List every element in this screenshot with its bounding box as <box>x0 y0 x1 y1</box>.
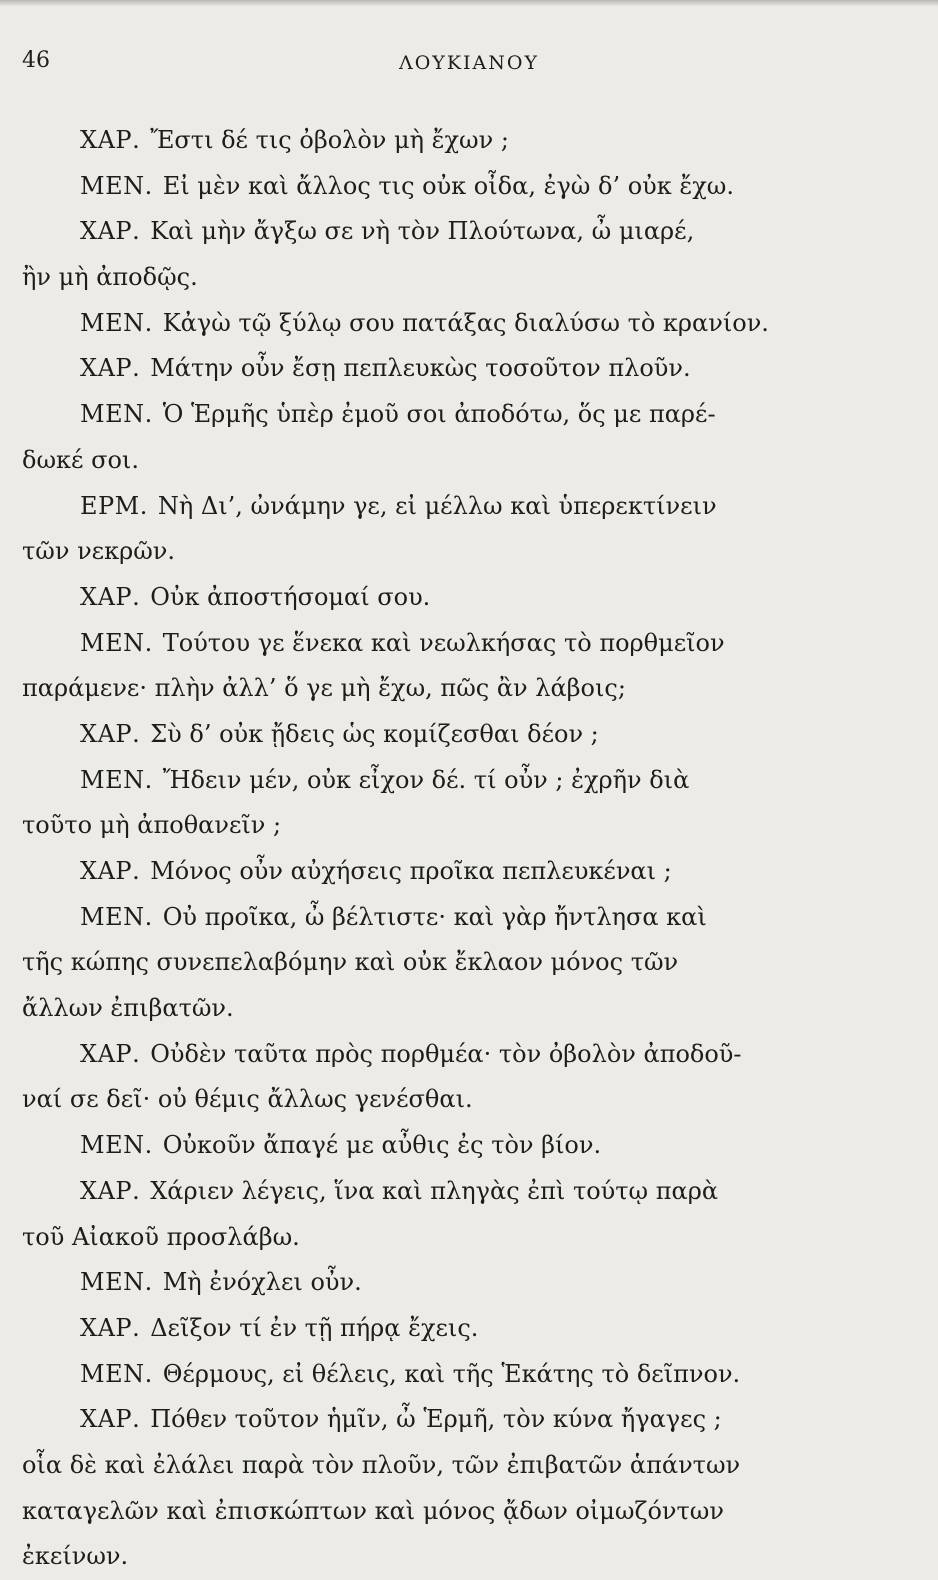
text-line <box>22 529 912 575</box>
line-text: Οὐδὲν ταῦτα πρὸς πορθμέα· τὸν ὀβολὸν ἀποδοῦ- <box>150 1039 742 1068</box>
line-text: τῆς κώπης συνεπελαβόμην καὶ οὐκ ἔκλαον μόνος τῶν <box>22 948 679 977</box>
text-line <box>22 118 912 164</box>
speaker-label: ΜΕΝ. <box>80 1268 153 1297</box>
line-text: Τούτου γε ἕνεκα καὶ νεωλκήσας τὸ πορθμεῖον <box>162 628 725 657</box>
text-line <box>22 301 912 347</box>
dialogue-text <box>22 118 912 1580</box>
text-line <box>22 575 912 621</box>
text-line <box>22 666 912 712</box>
line-text: Καὶ μὴν ἄγξω σε νὴ τὸν Πλούτωνα, ὦ μιαρέ, <box>150 217 695 246</box>
speaker-label: ΜΕΝ. <box>80 308 153 337</box>
line-text: Νὴ Δι’, ὠνάμην γε, εἰ μέλλω καὶ ὑπερεκτίνειν <box>157 491 717 520</box>
text-line <box>22 1032 912 1078</box>
speaker-label: ΕΡΜ. <box>80 491 148 520</box>
text-line <box>22 438 912 484</box>
speaker-label: ΜΕΝ. <box>80 765 153 794</box>
text-line <box>22 1077 912 1123</box>
line-text: Μὴ ἐνόχλει οὖν. <box>162 1268 362 1297</box>
line-text: Κἀγὼ τῷ ξύλῳ σου πατάξας διαλύσω τὸ κρανίον. <box>162 308 769 337</box>
line-text: Σὺ δ’ οὐκ ᾔδεις ὡς κομίζεσθαι δέον ; <box>150 719 599 748</box>
line-text: Εἰ μὲν καὶ ἄλλος τις οὐκ οἶδα, ἐγὼ δ’ οὐκ ἔχω. <box>162 171 734 200</box>
speaker-label: ΧΑΡ. <box>80 1405 141 1434</box>
text-line <box>22 1123 912 1169</box>
speaker-label: ΧΑΡ. <box>80 857 141 885</box>
line-text: τοῦ Αἰακοῦ προσλάβω. <box>22 1222 300 1251</box>
line-text: Ὁ Ἑρμῆς ὑπὲρ ἐμοῦ σοι ἀποδότω, ὅς με παρέ- <box>162 400 716 429</box>
line-text: Ἤδειν μέν, οὐκ εἶχον δέ. τί οὖν ; ἐχρῆν διὰ <box>162 765 690 794</box>
line-text: ἐκείνων. <box>22 1542 129 1571</box>
text-line <box>22 1489 912 1535</box>
line-text: Οὐκ ἀποστήσομαί σου. <box>150 582 431 611</box>
line-text: Δεῖξον τί ἐν τῇ πήρᾳ ἔχεις. <box>150 1313 479 1342</box>
line-text: Οὐκοῦν ἄπαγέ με αὖθις ἐς τὸν βίον. <box>162 1131 602 1160</box>
speaker-label: ΧΑΡ. <box>80 1313 141 1342</box>
text-line <box>22 895 912 941</box>
line-text: Μόνος οὖν αὐχήσεις προῖκα πεπλευκέναι ; <box>150 857 672 885</box>
text-line <box>22 346 912 392</box>
line-text: Ἔστι δέ τις ὀβολὸν μὴ ἔχων ; <box>150 126 509 154</box>
speaker-label: ΧΑΡ. <box>80 126 141 154</box>
line-text: Χάριεν λέγεις, ἵνα καὶ πληγὰς ἐπὶ τούτῳ παρὰ <box>150 1176 719 1205</box>
line-text: Οὐ προῖκα, ὦ βέλτιστε· καὶ γὰρ ἤντλησα καὶ <box>162 902 707 931</box>
text-line <box>22 986 912 1032</box>
text-line <box>22 849 912 895</box>
text-line <box>22 1534 912 1580</box>
text-line <box>22 758 912 804</box>
text-line <box>22 1352 912 1398</box>
running-head: ΛΟΥΚΙΑΝΟΥ <box>398 52 539 74</box>
speaker-label: ΜΕΝ. <box>80 902 153 931</box>
text-line <box>22 1260 912 1306</box>
line-text: ναί σε δεῖ· οὐ θέμις ἄλλως γενέσθαι. <box>22 1085 473 1114</box>
speaker-label: ΧΑΡ. <box>80 1039 141 1068</box>
line-text: Πόθεν τοῦτον ἡμῖν, ὦ Ἑρμῆ, τὸν κύνα ἤγαγες ; <box>150 1405 722 1434</box>
text-line <box>22 164 912 210</box>
line-text: καταγελῶν καὶ ἐπισκώπτων καὶ μόνος ᾄδων οἰμωζόντων <box>22 1496 724 1525</box>
text-line <box>22 1169 912 1215</box>
line-text: τῶν νεκρῶν. <box>22 537 175 566</box>
speaker-label: ΜΕΝ. <box>80 1131 153 1160</box>
speaker-label: ΧΑΡ. <box>80 354 141 383</box>
speaker-label: ΧΑΡ. <box>80 582 141 611</box>
line-text: δωκέ σοι. <box>22 445 139 474</box>
text-line <box>22 940 912 986</box>
speaker-label: ΧΑΡ. <box>80 217 141 246</box>
text-line <box>22 484 912 530</box>
text-line <box>22 255 912 301</box>
line-text: οἷα δὲ καὶ ἐλάλει παρὰ τὸν πλοῦν, τῶν ἐπιβατῶν ἁπάντων <box>22 1450 741 1479</box>
text-line <box>22 1443 912 1489</box>
speaker-label: ΧΑΡ. <box>80 1176 141 1205</box>
line-text: ἄλλων ἐπιβατῶν. <box>22 994 234 1023</box>
line-text: τοῦτο μὴ ἀποθανεῖν ; <box>22 811 282 840</box>
line-text: παράμενε· πλὴν ἀλλ’ ὅ γε μὴ ἔχω, πῶς ἂν λάβοις; <box>22 674 626 703</box>
page-top-edge <box>0 0 938 6</box>
speaker-label: ΜΕΝ. <box>80 1359 153 1388</box>
text-line <box>22 1397 912 1443</box>
line-text: Μάτην οὖν ἔσῃ πεπλευκὼς τοσοῦτον πλοῦν. <box>150 354 691 383</box>
line-text: Θέρμους, εἰ θέλεις, καὶ τῆς Ἑκάτης τὸ δεῖπνον. <box>162 1359 741 1388</box>
speaker-label: ΧΑΡ. <box>80 719 141 748</box>
text-line <box>22 621 912 667</box>
text-line <box>22 803 912 849</box>
speaker-label: ΜΕΝ. <box>80 400 153 429</box>
text-line <box>22 712 912 758</box>
text-line <box>22 209 912 255</box>
text-line <box>22 1215 912 1261</box>
line-text: ἢν μὴ ἀποδῷς. <box>22 263 198 292</box>
speaker-label: ΜΕΝ. <box>80 628 153 657</box>
text-line <box>22 392 912 438</box>
speaker-label: ΜΕΝ. <box>80 171 153 200</box>
text-line <box>22 1306 912 1352</box>
page-number: 46 <box>22 48 50 73</box>
